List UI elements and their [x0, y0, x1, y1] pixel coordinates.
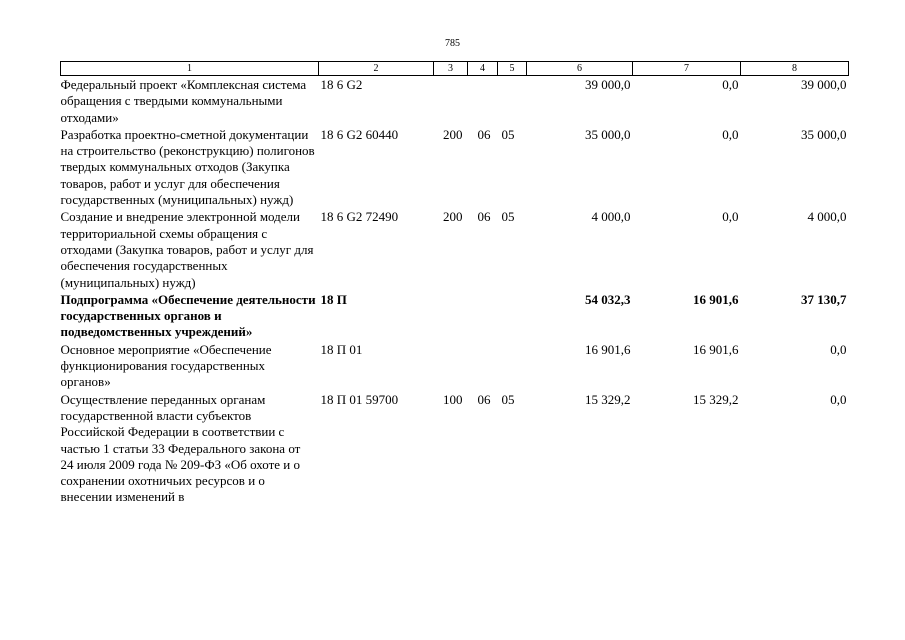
- row-col8-cell: 4 000,0: [807, 209, 847, 225]
- row-total-cell: 15 329,2: [585, 391, 631, 407]
- row-pr-cell: 05: [501, 209, 515, 225]
- row-col7-cell: 16 901,6: [693, 291, 739, 307]
- row-name-cell: Разработка проектно-сметной документации на строительство (реконструкцию) полигонов твердых коммунальных отходов (Закупка товаров, работ и услуг для обеспечения государственных (муниципальных) нужд): [60, 126, 315, 208]
- row-vr-cell: [434, 341, 468, 391]
- row-total-cell: 39 000,0: [585, 77, 631, 92]
- row-vr-cell: [434, 291, 468, 341]
- column-header: 1: [61, 62, 319, 76]
- row-pr-cell: [498, 291, 527, 341]
- row-rz-cell: [468, 291, 498, 341]
- row-rz-cell: [468, 341, 498, 391]
- row-col8-cell: 0,0: [830, 391, 847, 407]
- table-row: [61, 76, 849, 126]
- column-header: 5: [498, 62, 527, 76]
- row-rz-cell: 06: [477, 209, 491, 225]
- table-row: [61, 291, 849, 341]
- row-pr-cell: [498, 76, 527, 126]
- row-code-cell: 18 П: [320, 291, 347, 307]
- row-vr-cell: 100: [443, 391, 463, 407]
- row-col7-cell: 0,0: [722, 209, 739, 225]
- row-vr-cell: 200: [443, 209, 463, 225]
- row-pr-cell: 05: [501, 126, 515, 142]
- row-col8-cell: 0,0: [830, 341, 847, 357]
- row-name-cell: Подпрограмма «Обеспечение деятельности государственных органов и подведомственных учреждений»: [60, 291, 316, 340]
- row-vr-cell: 200: [443, 126, 463, 142]
- column-header: 4: [468, 62, 498, 76]
- row-col7-cell: 0,0: [722, 126, 739, 142]
- row-rz-cell: 06: [477, 391, 491, 407]
- page-number: 785: [445, 38, 460, 49]
- row-col8-cell: 39 000,0: [801, 77, 847, 92]
- row-total-cell: 16 901,6: [585, 341, 631, 357]
- row-vr-cell: [434, 76, 468, 126]
- row-code-cell: 18 П 01 59700: [320, 391, 399, 407]
- row-total-cell: 4 000,0: [591, 209, 631, 225]
- budget-table: [60, 61, 849, 506]
- row-code-cell: 18 6 G2 60440: [320, 126, 399, 142]
- row-name-cell: Осуществление переданных органам государственной власти субъектов Российской Федерации в соответствии с частью 1 статьи 33 Федерального закона от 24 июля 2009 года № 209-ФЗ «Об охоте и о сохранении охотничьих ресурсов и о внесении изменений в: [60, 391, 301, 505]
- row-col7-cell: 0,0: [722, 77, 739, 92]
- row-col7-cell: 16 901,6: [693, 341, 739, 357]
- row-code-cell: 18 6 G2: [320, 77, 363, 92]
- row-pr-cell: 05: [501, 391, 515, 407]
- row-col8-cell: 37 130,7: [801, 291, 847, 307]
- column-header: 7: [633, 62, 741, 76]
- row-name-cell: Федеральный проект «Комплексная система обращения с твердыми коммунальными отходами»: [60, 77, 307, 125]
- table-row: [61, 208, 849, 290]
- row-col8-cell: 35 000,0: [801, 126, 847, 142]
- column-header: 6: [527, 62, 633, 76]
- row-code-cell: 18 П 01: [320, 341, 363, 357]
- row-col7-cell: 15 329,2: [693, 391, 739, 407]
- column-header: 3: [434, 62, 468, 76]
- column-header: 2: [319, 62, 434, 76]
- table-row: [61, 341, 849, 391]
- column-number-header-row: [61, 62, 849, 76]
- row-pr-cell: [498, 341, 527, 391]
- row-rz-cell: 06: [477, 126, 491, 142]
- column-header: 8: [741, 62, 849, 76]
- row-name-cell: Создание и внедрение электронной модели территориальной схемы обращения с отходами (Закупка товаров, работ и услуг для обеспечения государственных (муниципальных) нужд): [60, 209, 314, 290]
- table-row: [61, 391, 849, 506]
- row-name-cell: Основное мероприятие «Обеспечение функционирования государственных органов»: [60, 341, 272, 390]
- table-row: [61, 126, 849, 208]
- row-code-cell: 18 6 G2 72490: [320, 209, 399, 225]
- row-total-cell: 54 032,3: [585, 291, 631, 307]
- row-rz-cell: [468, 76, 498, 126]
- row-total-cell: 35 000,0: [585, 126, 631, 142]
